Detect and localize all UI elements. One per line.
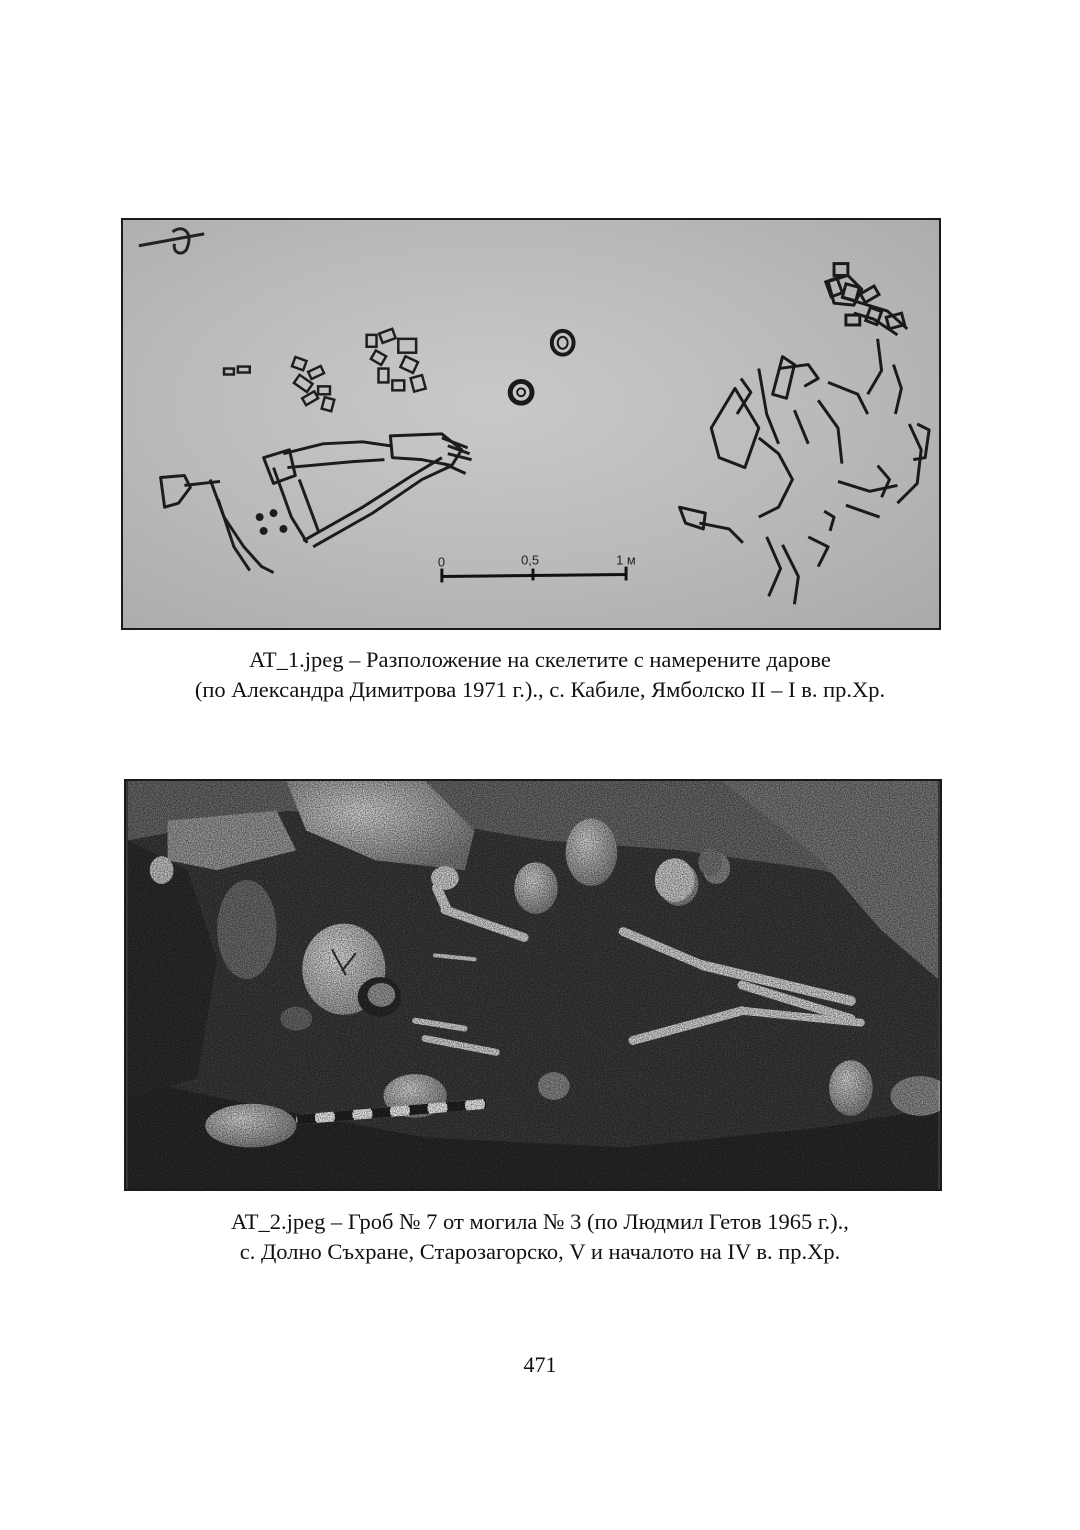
north-arrow-icon [139,229,204,253]
figure-2-caption-line-1: AT_2.jpeg – Гроб № 7 от могила № 3 (по Людмил Гетов 1965 г.)., [231,1209,849,1234]
skeleton-1 [161,434,472,573]
figure-1-caption-line-2: (по Александра Димитрова 1971 г.)., с. Кабиле, Ямболско II – I в. пр.Хр. [194,677,886,702]
figure-2-caption [60,1207,1020,1267]
bone-fragments-left [224,329,426,411]
figure-1-skeleton-plan [121,218,941,630]
scale-label-1m: 1 м [616,552,636,568]
figure-2-grave-photo [124,779,942,1191]
figure-2-caption-line-2: с. Долно Съхране, Старозагорско, V и началото на IV в. пр.Хр. [239,1239,841,1264]
grave-photograph [126,781,940,1189]
ring-artifacts [510,331,573,403]
skeleton-2 [680,275,930,604]
bone-fragments-right [826,264,905,329]
figure-1-caption-line-1: AT_1.jpeg – Разположение на скелетите с намерените дарове [249,647,831,672]
scale-bar [442,567,626,583]
skeleton-plan-drawing [123,220,939,628]
scale-label-0: 0 [437,554,446,570]
figure-1-caption [60,645,1020,705]
page-number: 471 [523,1352,557,1377]
scale-label-half: 0,5 [521,552,539,568]
